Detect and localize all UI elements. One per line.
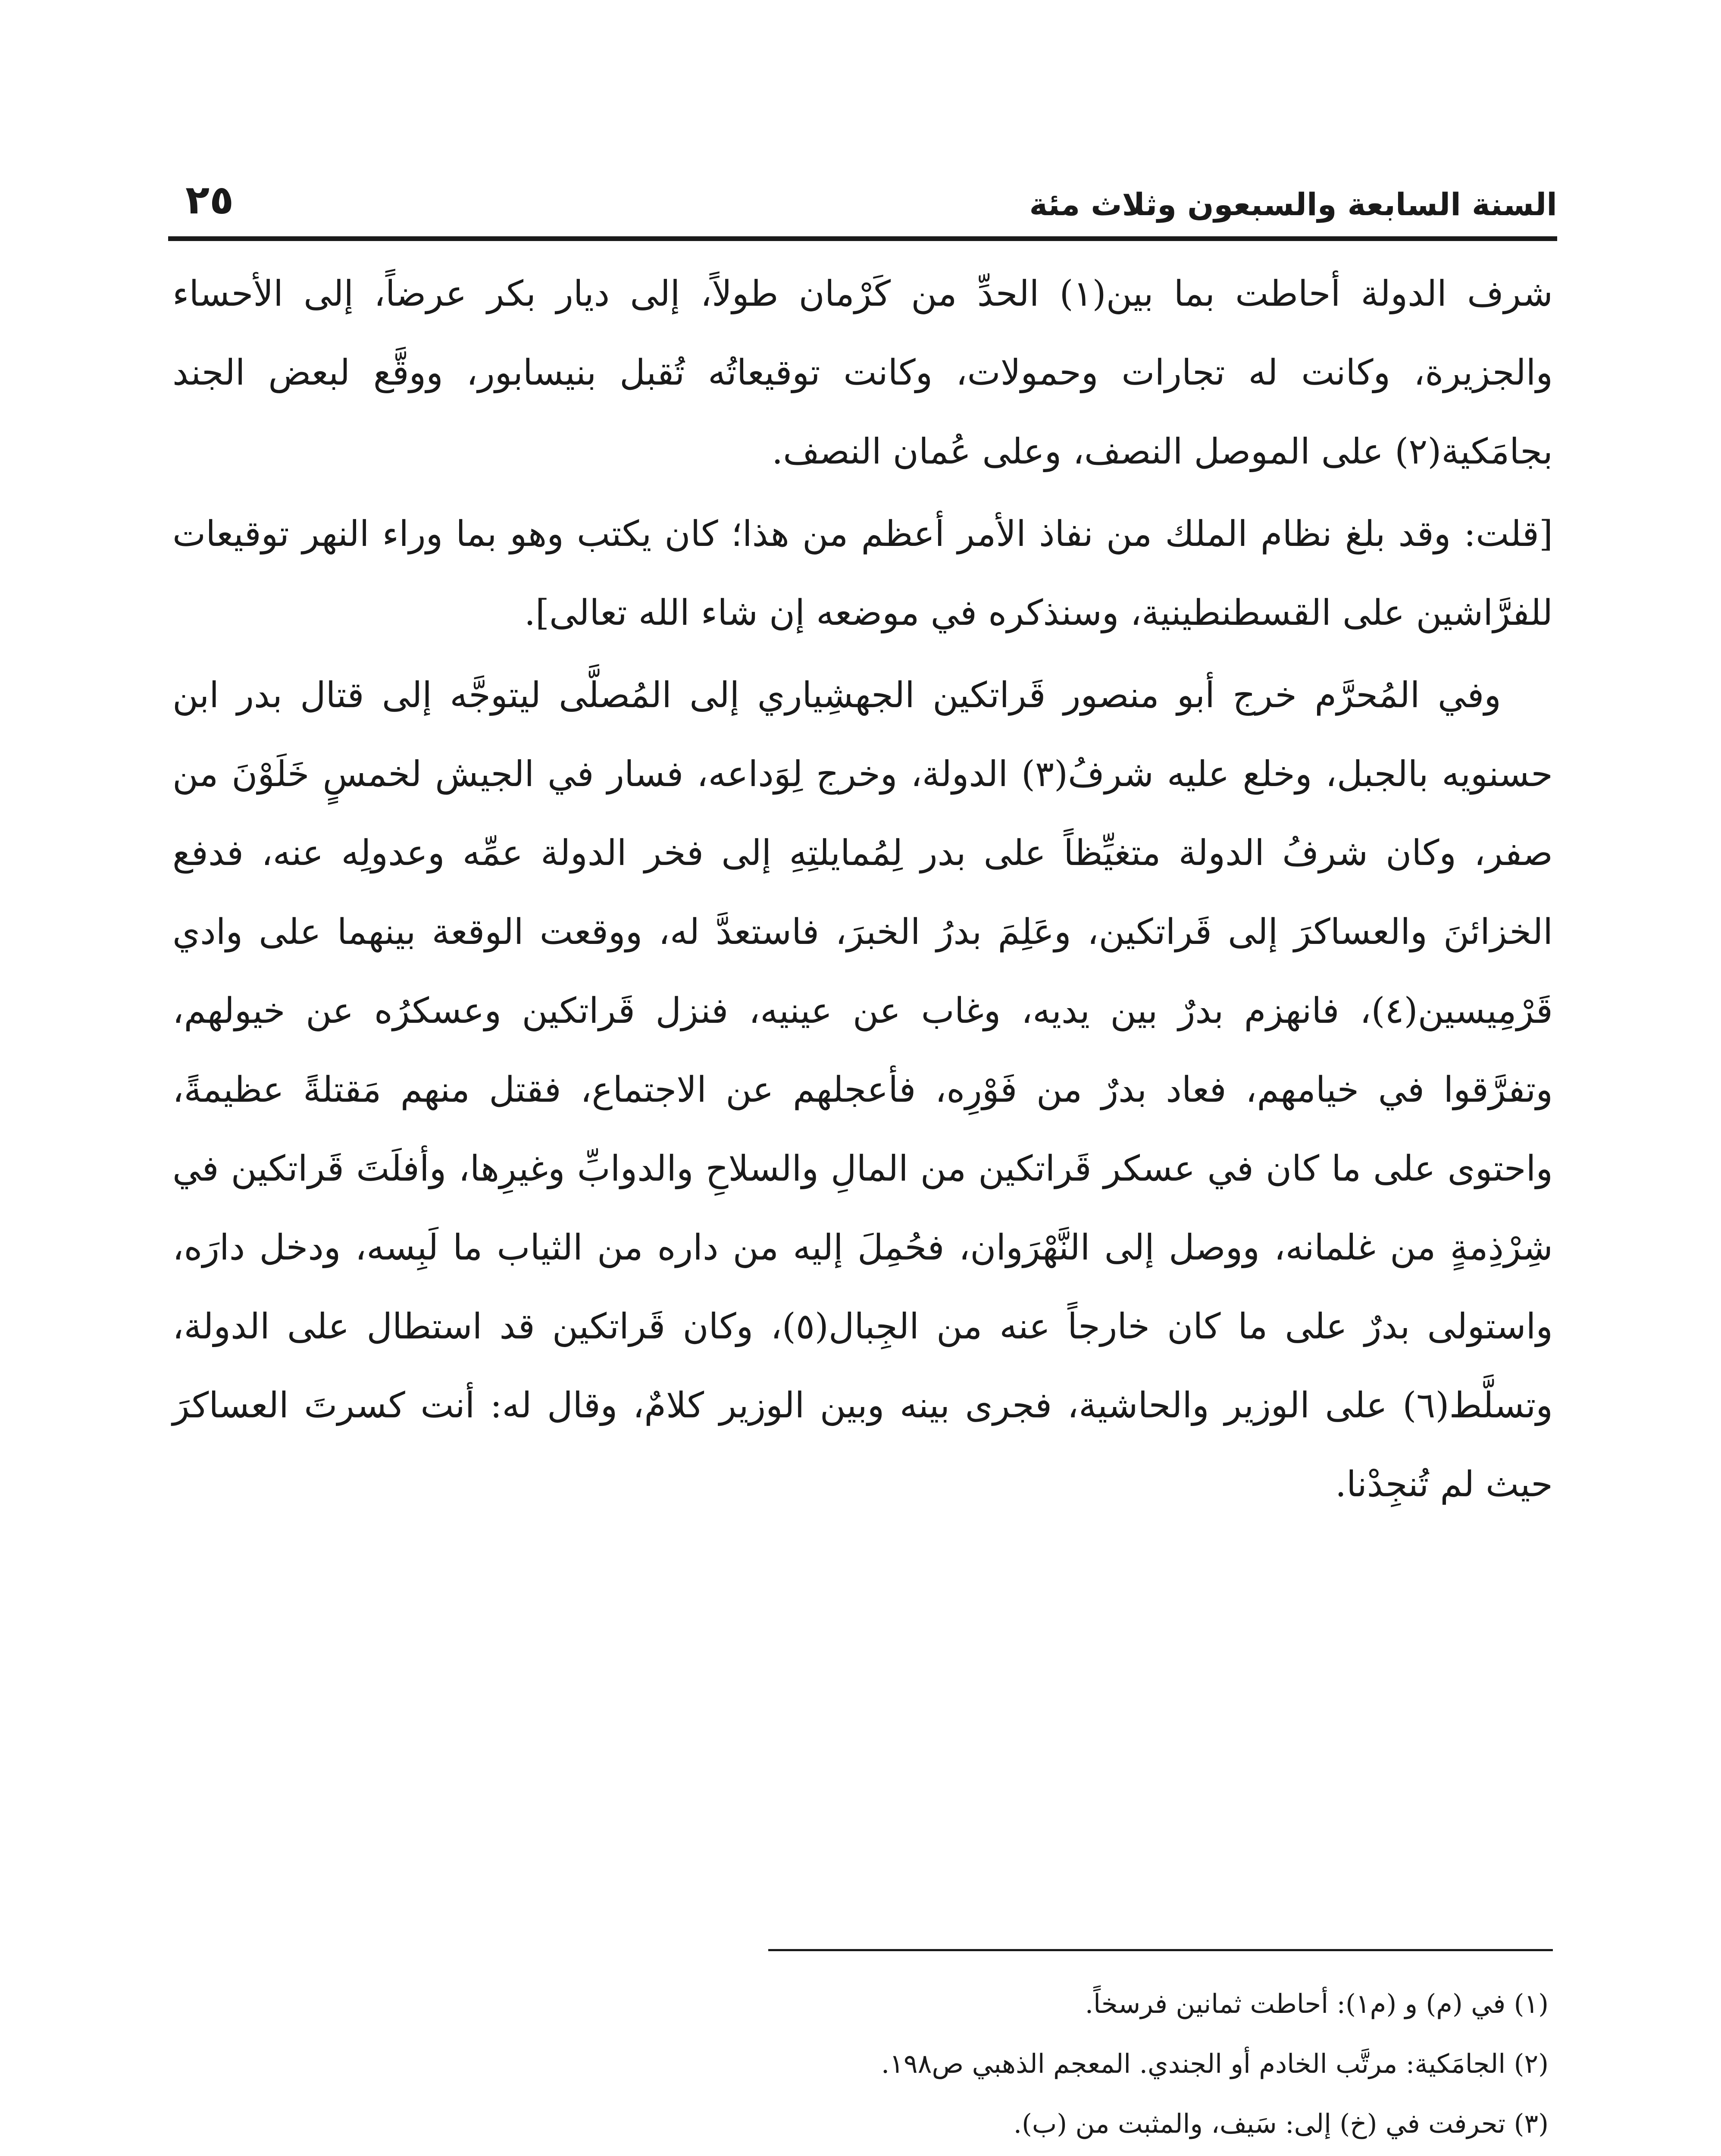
paragraph-2: [قلت: وقد بلغ نظام الملك من نفاذ الأمر أعظم من هذا؛ كان يكتب وهو بما وراء النهر توقيعات للفرَّاشين على القسطنطينية، وسنذكره في موضعه إن شاء الله تعالى]. [172, 514, 1553, 633]
footnote-3: (٣) تحرفت في (خ) إلى: سَيف، والمثبت من (ب). [1013, 2109, 1549, 2139]
footnote-1: (١) في (م) و (م١): أحاطت ثمانين فرسخاً. [1085, 1989, 1549, 2019]
running-head: السنة السابعة والسبعون وثلاث مئة [1029, 186, 1557, 222]
header-rule [168, 236, 1557, 241]
page-header [168, 164, 1557, 223]
footnote-rule [768, 1949, 1553, 1951]
paragraph-1: شرف الدولة أحاطت بما بين(١) الحدِّ من كَرْمان طولاً، إلى ديار بكر عرضاً، إلى الأحساء والجزيرة، وكانت له تجارات وحمولات، وكانت توقيعاتُه تُقبل بنيسابور، ووقَّع لبعض الجند بجامَكية(٢) على الموصل النصف، وعلى عُمان النصف. [172, 273, 1553, 472]
main-text [172, 254, 1553, 1524]
paragraph-3: وفي المُحرَّم خرج أبو منصور قَراتكين الجهشِياري إلى المُصلَّى ليتوجَّه إلى قتال بدر ابن حسنويه بالجبل، وخلع عليه شرفُ(٣) الدولة، وخرج لِوَداعه، فسار في الجيش لخمسٍ خَلَوْنَ من صفر، وكان شرفُ الدولة متغيِّظاً على بدر لِمُمايلتِهِ إلى فخر الدولة عمِّه وعدولِه عنه، فدفع الخزائنَ والعساكرَ إلى قَراتكين، وعَلِمَ بدرُ الخبرَ، فاستعدَّ له، ووقعت الوقعة بينهما على وادي قَرْمِيسين(٤)، فانهزم بدرٌ بين يديه، وغاب عن عينيه، فنزل قَراتكين وعسكرُه عن خيولهم، وتفرَّقوا في خيامهم، فعاد بدرٌ من فَوْرِه، فأعجلهم عن الاجتماع، فقتل منهم مَقتلةً عظيمةً، واحتوى على ما كان في عسكر قَراتكين من المالِ والسلاحِ والدوابِّ وغيرِها، وأفلَتَ قَراتكين في شِرْذِمةٍ من غلمانه، ووصل إلى النَّهْرَوان، فحُمِلَ إليه من داره من الثياب ما لَبِسه، ودخل دارَه، واستولى بدرٌ على ما كان خارجاً عنه من الجِبال(٥)، وكان قَراتكين قد استطال على الدولة، وتسلَّط(٦) على الوزير والحاشية، فجرى بينه وبين الوزير كلامٌ، وقال له: أنت كسرتَ العساكرَ حيث لم تُنجِدْنا. [172, 675, 1553, 1505]
footnotes [172, 1975, 1549, 2156]
footnote-2: (٢) الجامَكية: مرتَّب الخادم أو الجندي. المعجم الذهبي ص١٩٨. [881, 2049, 1549, 2079]
page-number: ٢٥ [185, 177, 234, 223]
